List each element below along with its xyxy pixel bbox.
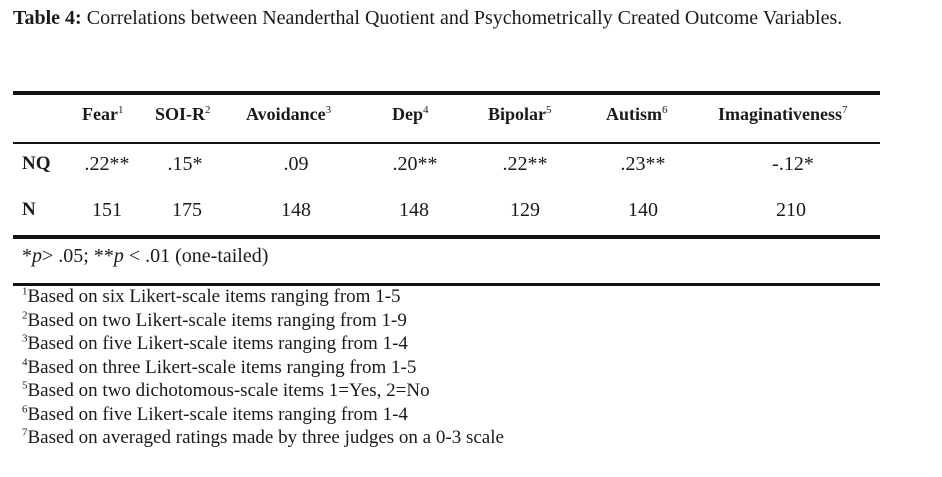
table-cell: 148 [281, 199, 311, 221]
caption-text: Correlations between Neanderthal Quotient and Psychometrically Created Outcome Variables. [86, 7, 843, 29]
footnote: $^6$Based on five Likert-scale items ranging from 1-4 [22, 403, 408, 425]
table-cell: .15* [167, 153, 203, 175]
table-cell: 129 [510, 199, 540, 221]
table-bottom-rule [13, 235, 880, 239]
table-caption [13, 4, 913, 32]
table-cell: 148 [399, 199, 429, 221]
table-cell: .22** [84, 153, 130, 175]
table-cell: 140 [628, 199, 658, 221]
col-header-imaginativeness: Imaginativeness$^7$ [718, 104, 848, 124]
col-header-dep: Dep$^4$ [392, 104, 429, 124]
table-top-rule [13, 91, 880, 95]
row-label-nq: NQ [22, 153, 51, 174]
table-cell: .23** [620, 153, 666, 175]
row-label-n: N [22, 199, 36, 220]
table-cell: 175 [172, 199, 202, 221]
header-rule [13, 142, 880, 144]
table-cell: .09 [283, 153, 309, 175]
footnote: $^7$Based on averaged ratings made by three judges on a 0-3 scale [22, 426, 504, 448]
significance-note: *p> .05; **p < .01 (one-tailed) [22, 245, 269, 267]
col-header-autism: Autism$^6$ [606, 104, 668, 124]
col-header-fear: Fear$^1$ [82, 104, 124, 124]
footnotes [22, 285, 504, 450]
col-header-bipolar: Bipolar$^5$ [488, 104, 552, 124]
table-cell: -.12* [772, 153, 814, 175]
footnote: $^1$Based on six Likert-scale items ranging from 1-5 [22, 285, 401, 307]
table-cell: .20** [392, 153, 438, 175]
col-header-avoidance: Avoidance$^3$ [246, 104, 332, 124]
caption-label: Table 4: [13, 7, 82, 29]
footnote: $^2$Based on two Likert-scale items ranging from 1-9 [22, 309, 407, 331]
col-header-soi-r: SOI-$R^2$ [155, 104, 211, 124]
table-cell: 151 [92, 199, 122, 221]
footnote: $^4$Based on three Likert-scale items ranging from 1-5 [22, 356, 417, 378]
footnote: $^5$Based on two dichotomous-scale items 1=Yes, 2=No [22, 379, 430, 401]
footnote: $^3$Based on five Likert-scale items ranging from 1-4 [22, 332, 408, 354]
table-cell: 210 [776, 199, 806, 221]
table-cell: .22** [502, 153, 548, 175]
